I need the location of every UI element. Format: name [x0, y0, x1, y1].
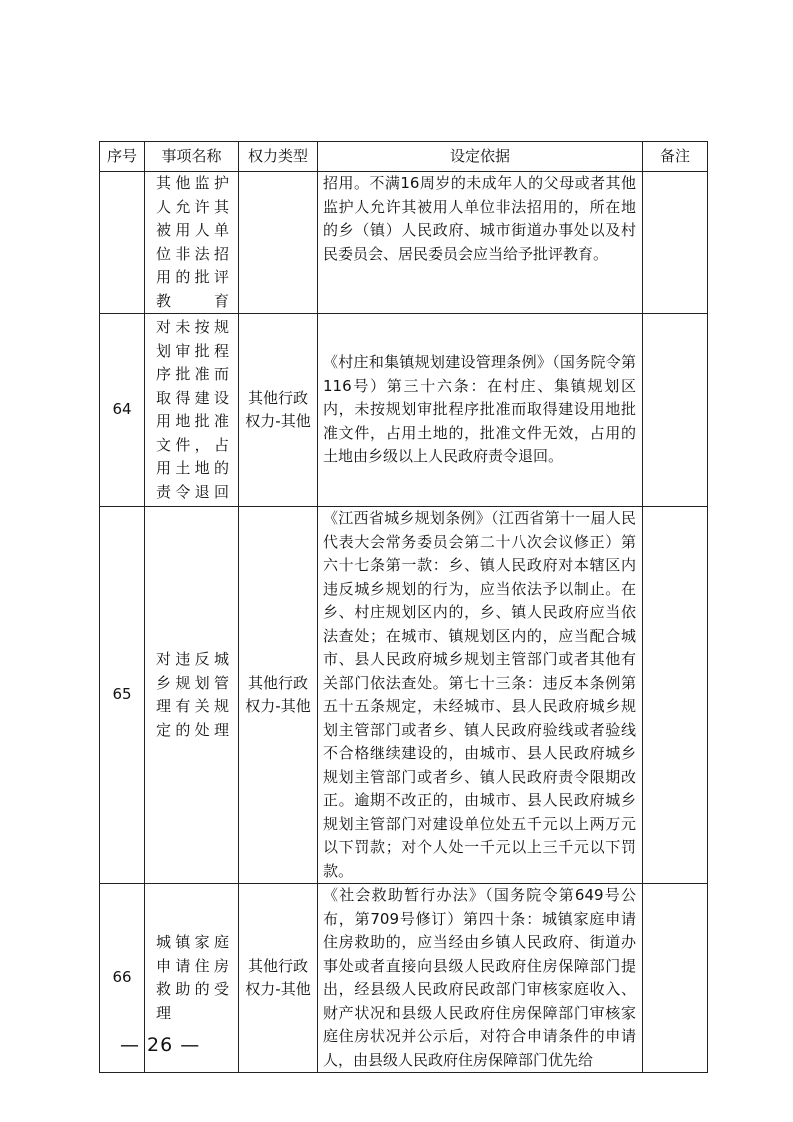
- row-no: 64: [100, 314, 145, 507]
- table-row: [100, 314, 708, 507]
- row-note: [643, 884, 708, 1073]
- row-name: 对违反城乡规划管理有关规定的处理: [145, 507, 239, 884]
- row-type: [239, 172, 318, 314]
- row-type: 其他行政权力-其他: [239, 884, 318, 1073]
- table-row: [100, 507, 708, 884]
- table-row: [100, 172, 708, 314]
- header-basis: 设定依据: [318, 142, 643, 172]
- row-note: [643, 314, 708, 507]
- row-note: [643, 172, 708, 314]
- item-table: [99, 141, 708, 1073]
- header-type: 权力类型: [239, 142, 318, 172]
- row-name: 其他监护人允许其被用人单位非法招用的批评教育: [145, 172, 239, 314]
- row-basis: 招用。不满16周岁的未成年人的父母或者其他监护人允许其被用人单位非法招用的，所在地的乡（镇）人民政府、城市街道办事处以及村民委员会、居民委员会应当给予批评教育。: [318, 172, 643, 314]
- row-basis: 《村庄和集镇规划建设管理条例》（国务院令第116号）第三十六条：在村庄、集镇规划区内，未按规划审批程序批准而取得建设用地批准文件，占用土地的，批准文件无效，占用的土地由乡级以上人民政府责令退回。: [318, 314, 643, 507]
- header-name: 事项名称: [145, 142, 239, 172]
- row-no: [100, 172, 145, 314]
- row-basis: 《江西省城乡规划条例》（江西省第十一届人民代表大会常务委员会第二十八次会议修正）第六十七条第一款：乡、镇人民政府对本辖区内违反城乡规划的行为，应当依法予以制止。在乡、村庄规划区内的，乡、镇人民政府应当依法查处；在城市、镇规划区内的，应当配合城市、县人民政府城乡规划主管部门或者其他有关部门依法查处。第七十三条：违反本条例第五十五条规定，未经城市、县人民政府城乡规划主管部门或者乡、镇人民政府验线或者验线不合格继续建设的，由城市、县人民政府城乡规划主管部门或者乡、镇人民政府责令限期改正。逾期不改正的，由城市、县人民政府城乡规划主管部门对建设单位处五千元以上两万元以下罚款；对个人处一千元以上三千元以下罚款。: [318, 507, 643, 884]
- row-note: [643, 507, 708, 884]
- header-no: 序号: [100, 142, 145, 172]
- page-number: — 26 —: [120, 1034, 201, 1056]
- row-no: 65: [100, 507, 145, 884]
- row-name: 城镇家庭申请住房救助的受理: [145, 884, 239, 1073]
- row-name: 对未按规划审批程序批准而取得建设用地批准文件，占用土地的责令退回: [145, 314, 239, 507]
- row-type: 其他行政权力-其他: [239, 507, 318, 884]
- header-note: 备注: [643, 142, 708, 172]
- table-header-row: [100, 142, 708, 172]
- row-no: 66: [100, 884, 145, 1073]
- row-type: 其他行政权力-其他: [239, 314, 318, 507]
- row-basis: 《社会救助暂行办法》（国务院令第649号公布，第709号修订）第四十条：城镇家庭申请住房救助的，应当经由乡镇人民政府、街道办事处或者直接向县级人民政府住房保障部门提出，经县级人民政府民政部门审核家庭收入、财产状况和县级人民政府住房保障部门审核家庭住房状况并公示后，对符合申请条件的申请人，由县级人民政府住房保障部门优先给: [318, 884, 643, 1073]
